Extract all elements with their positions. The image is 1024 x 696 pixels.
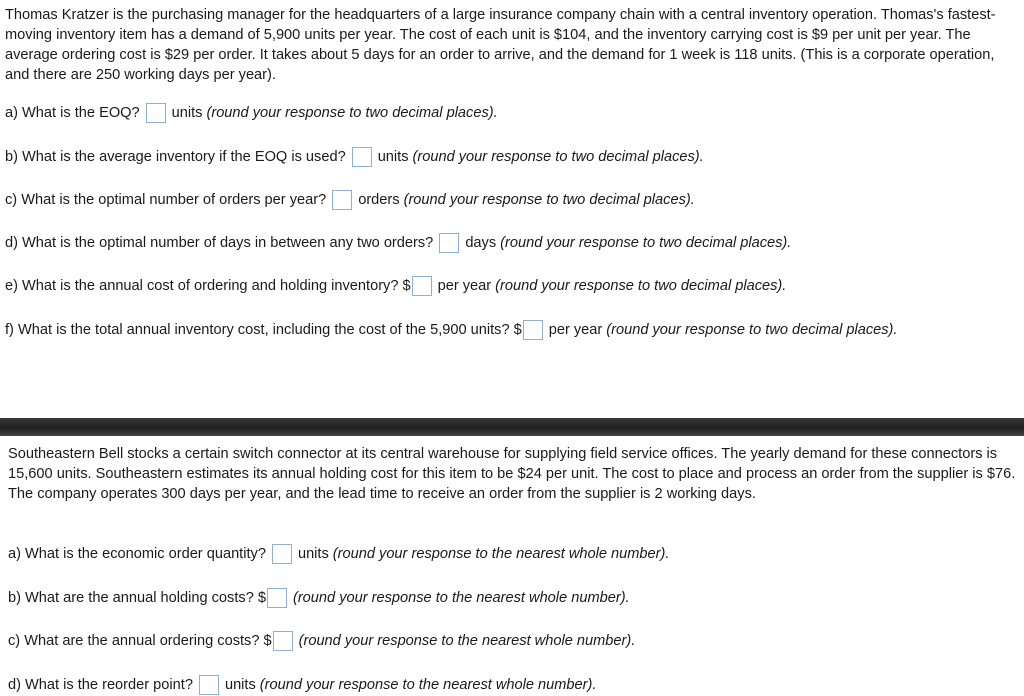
question-1c-instruction: (round your response to two decimal places). — [403, 192, 695, 208]
question-2d-text: d) What is the reorder point? — [8, 677, 193, 693]
question-2a-text: a) What is the economic order quantity? — [8, 546, 266, 562]
question-1d-unit: days — [465, 235, 497, 251]
question-1e-instruction: (round your response to two decimal places). — [495, 278, 787, 294]
answer-input-1a[interactable] — [146, 103, 166, 123]
question-1f-instruction: (round your response to two decimal places). — [606, 322, 898, 338]
question-2a-unit: units — [297, 546, 329, 562]
question-1a-unit: units — [171, 105, 203, 121]
question-2b — [8, 587, 630, 609]
question-2b-instruction: (round your response to the nearest whole number). — [292, 590, 630, 606]
question-1c — [5, 189, 695, 211]
answer-input-2d[interactable] — [199, 675, 219, 695]
question-2d-unit: units — [224, 677, 256, 693]
question-2c — [8, 630, 635, 652]
question-1b-instruction: (round your response to two decimal places). — [412, 149, 704, 165]
question-2c-instruction: (round your response to the nearest whole number). — [298, 633, 636, 649]
question-1e-unit: per year — [437, 278, 492, 294]
question-1e-text: e) What is the annual cost of ordering and holding inventory? — [5, 278, 399, 294]
problem-2-statement: Southeastern Bell stocks a certain switch connector at its central warehouse for supplying field service offices. The yearly demand for these connectors is 15,600 units. Southeastern estimates its annual holding cost for this item to be $24 per unit. The cost to place and process an order from the supplier is $76. The company operates 300 days per year, and the lead time to receive an order from the supplier is 2 working days. — [8, 446, 1016, 502]
question-1f — [5, 319, 897, 341]
question-1f-currency: $ — [513, 322, 522, 338]
answer-input-2c[interactable] — [273, 631, 293, 651]
question-1d-instruction: (round your response to two decimal places). — [500, 235, 792, 251]
question-2c-currency: $ — [263, 633, 272, 649]
question-2b-text: b) What are the annual holding costs? — [8, 590, 254, 606]
answer-input-1b[interactable] — [352, 147, 372, 167]
question-1f-unit: per year — [548, 322, 603, 338]
question-1b-unit: units — [377, 149, 409, 165]
answer-input-1d[interactable] — [439, 233, 459, 253]
answer-input-1f[interactable] — [523, 320, 543, 340]
question-1d-text: d) What is the optimal number of days in between any two orders? — [5, 235, 434, 251]
question-2b-currency: $ — [257, 590, 266, 606]
question-1d — [5, 232, 791, 254]
answer-input-2b[interactable] — [267, 588, 287, 608]
question-1c-unit: orders — [358, 192, 400, 208]
question-1a — [5, 102, 498, 124]
question-2d — [8, 674, 596, 696]
question-1b — [5, 146, 704, 168]
question-2c-text: c) What are the annual ordering costs? — [8, 633, 260, 649]
question-1b-text: b) What is the average inventory if the EOQ is used? — [5, 149, 346, 165]
answer-input-1c[interactable] — [332, 190, 352, 210]
problem-1-statement: Thomas Kratzer is the purchasing manager for the headquarters of a large insurance company chain with a central inventory operation. Thomas's fastest-moving inventory item has a demand of 5,900 units per year. The cost of each unit is $104, and the inventory carrying cost is $9 per unit per year. The average ordering cost is $29 per order. It takes about 5 days for an order to arrive, and the demand for 1 week is 118 units. (This is a corporate operation, and there are 250 working days per year). — [5, 7, 996, 83]
question-1f-text: f) What is the total annual inventory cost, including the cost of the 5,900 units? — [5, 322, 510, 338]
question-2d-instruction: (round your response to the nearest whole number). — [259, 677, 597, 693]
question-1a-text: a) What is the EOQ? — [5, 105, 140, 121]
question-1c-text: c) What is the optimal number of orders per year? — [5, 192, 327, 208]
answer-input-1e[interactable] — [412, 276, 432, 296]
question-1a-instruction: (round your response to two decimal places). — [206, 105, 498, 121]
section-divider — [0, 418, 1024, 436]
answer-input-2a[interactable] — [272, 544, 292, 564]
question-1e-currency: $ — [402, 278, 411, 294]
question-2a-instruction: (round your response to the nearest whole number). — [332, 546, 670, 562]
question-2a — [8, 543, 669, 565]
question-1e — [5, 275, 786, 297]
